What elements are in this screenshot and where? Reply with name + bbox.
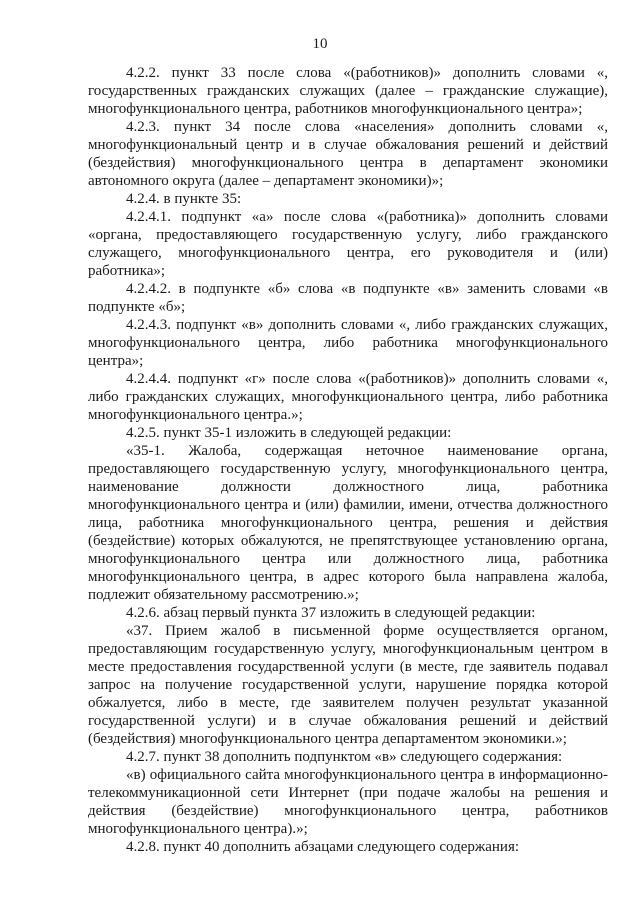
paragraph-4-2-5: 4.2.5. пункт 35-1 изложить в следующей редакции: [126,425,452,441]
paragraph-4-2-8: 4.2.8. пункт 40 дополнить абзацами следующего содержания: [126,839,520,855]
paragraph-4-2-3: 4.2.3. пункт 34 после слова «населения» дополнить словами «, многофункциональный центр и в случае обжалования решений и действий (бездействия) многофункционального центра в департамент экономики автономного округа (далее – департамент экономики)»; [88,119,608,189]
paragraph-4-2-7: 4.2.7. пункт 38 дополнить подпунктом «в» следующего содержания: [126,749,563,765]
paragraph-4-2-4: 4.2.4. в пункте 35: [126,191,242,207]
paragraph-35-1-text: «35-1. Жалоба, содержащая неточное наименование органа, предоставляющего государственную услугу, многофункционального центра, наименование должности должностного лица, работника многофункционального центра и (или) фамилии, имени, отчества должностного лица, работника многофункционального центра, решения и действия (бездействие) которых обжалуются, не препятствующее установлению органа, многофункционального центра или должностного лица, работника многофункционального центра, в адрес которого была направлена жалоба, подлежит обязательному рассмотрению.»; [88,443,608,603]
paragraph-37-text: «37. Прием жалоб в письменной форме осуществляется органом, предоставляющим государственную услугу, многофункциональным центром в месте предоставления государственной услуги (в месте, где заявитель подавал запрос на получение государственной услуги, нарушение порядка которой обжалуется, либо в месте, где заявителем получен результат указанной государственной услуги) и в случае обжалования решений и действий (бездействия) многофункционального центра департаментом экономики.»; [88,623,608,747]
paragraph-4-2-6: 4.2.6. абзац первый пункта 37 изложить в следующей редакции: [126,605,536,621]
paragraph-4-2-4-1: 4.2.4.1. подпункт «а» после слова «(работника)» дополнить словами «органа, предоставляющего государственную услугу, либо гражданского служащего, многофункционального центра, его руководителя и (или) работника»; [88,209,608,279]
page-number: 10 [312,36,328,52]
paragraph-38-v-text: «в) официального сайта многофункционального центра в информационно-телекоммуникационной сети Интернет (при подаче жалобы на решения и действия (бездействие) многофункционального центра, работников многофункционального центра).»; [88,767,608,837]
paragraph-4-2-4-4: 4.2.4.4. подпункт «г» после слова «(работников)» дополнить словами «, либо гражданских служащих, многофункционального центра, либо работника многофункционального центра.»; [88,371,608,423]
paragraph-4-2-4-2: 4.2.4.2. в подпункте «б» слова «в подпункте «в» заменить словами «в подпункте «б»; [88,281,608,315]
paragraph-4-2-2: 4.2.2. пункт 33 после слова «(работников)» дополнить словами «, государственных гражданских служащих (далее – гражданские служащие), многофункционального центра, работников многофункционального центра»; [88,65,608,117]
document-body [88,64,608,856]
paragraph-4-2-4-3: 4.2.4.3. подпункт «в» дополнить словами «, либо гражданских служащих, многофункционального центра, либо работника многофункционального центра»; [88,317,608,369]
